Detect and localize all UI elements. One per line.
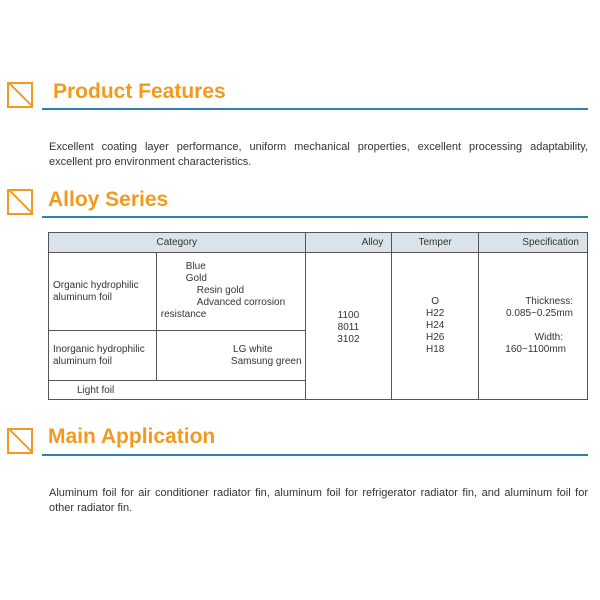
header-specification: Specification <box>479 233 588 253</box>
subtype: Resin gold <box>196 285 245 296</box>
subtype: LG white <box>233 343 273 355</box>
width-value: 160~1100mm <box>505 344 566 355</box>
temper-value: H18 <box>425 344 445 355</box>
category-light-foil: Light foil <box>49 381 306 400</box>
section-marker-icon <box>7 189 33 215</box>
header-alloy: Alloy <box>305 233 392 253</box>
organic-subtypes <box>156 253 305 331</box>
temper-values <box>392 253 479 400</box>
table-row <box>49 253 588 331</box>
subtype: Samsung green <box>230 355 302 367</box>
alloy-series-table <box>48 232 588 400</box>
spec-values <box>479 253 588 400</box>
section-divider <box>42 454 588 456</box>
temper-value: O <box>431 296 440 307</box>
thickness-label: Thickness: <box>525 296 573 307</box>
category-organic: Organic hydrophilic aluminum foil <box>49 253 157 331</box>
section-marker-icon <box>7 428 33 454</box>
features-text: Excellent coating layer performance, uniform mechanical properties, excellent processing adaptability, excellent pro environment characteristics. <box>49 141 588 168</box>
header-category: Category <box>49 233 306 253</box>
temper-value: H22 <box>425 308 445 319</box>
temper-value: H26 <box>425 332 445 343</box>
subtype: Advanced corrosion <box>196 297 286 308</box>
application-text: Aluminum foil for air conditioner radiator fin, aluminum foil for refrigerator radiator fin, and aluminum foil for other radiator fin. <box>49 487 588 514</box>
section-divider <box>42 108 588 110</box>
table-header-row <box>49 233 588 253</box>
section-marker-icon <box>7 82 33 108</box>
alloy-value: 8011 <box>337 322 360 333</box>
subtype: resistance <box>160 309 207 320</box>
alloy-values <box>305 253 392 400</box>
header-temper: Temper <box>392 233 479 253</box>
alloy-value: 3102 <box>337 334 360 345</box>
subtype: Blue <box>185 261 206 272</box>
subtype: Gold <box>185 273 207 284</box>
section-title: Alloy Series <box>48 188 169 211</box>
section-title: Main Application <box>48 425 216 448</box>
inorganic-subtypes <box>156 331 305 381</box>
category-inorganic: Inorganic hydrophilic aluminum foil <box>49 331 157 381</box>
width-label: Width: <box>534 332 563 343</box>
alloy-value: 1100 <box>337 310 360 321</box>
section-divider <box>42 216 588 218</box>
thickness-value: 0.085~0.25mm <box>506 308 573 319</box>
section-title: Product Features <box>53 80 226 103</box>
temper-value: H24 <box>425 320 445 331</box>
